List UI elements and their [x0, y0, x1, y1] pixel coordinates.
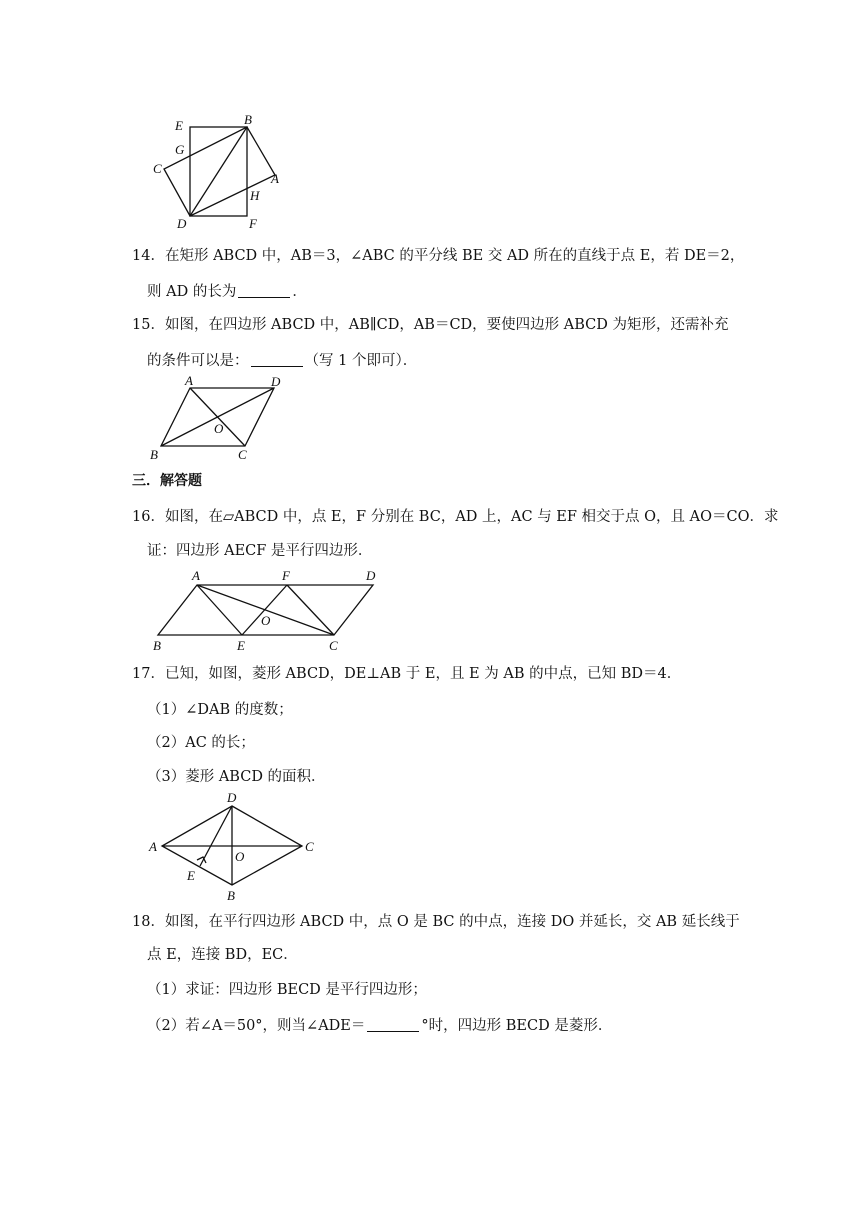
- label-a: A: [185, 373, 193, 388]
- q18-sub2: （2）若∠A＝50°，则当∠ADE＝ °时，四边形 BECD 是菱形．: [147, 1018, 613, 1034]
- label-b: B: [153, 638, 161, 653]
- figure-q16: [145, 565, 395, 660]
- label-b: B: [244, 112, 252, 127]
- label-a: A: [149, 839, 157, 854]
- label-c: C: [329, 638, 338, 653]
- answer-blank[interactable]: [238, 283, 290, 298]
- label-f: F: [282, 568, 290, 583]
- segment-ae: [197, 585, 242, 635]
- figure-q15: [140, 375, 300, 465]
- label-d: D: [227, 790, 237, 805]
- label-d: D: [366, 568, 376, 583]
- q16-line1: 16．如图，在▱ABCD 中，点 E，F 分别在 BC，AD 上，AC 与 EF 相交于点 O，且 AO＝CO．求: [132, 509, 779, 525]
- section-title: 三．解答题: [132, 473, 202, 489]
- label-c: C: [153, 161, 162, 176]
- answer-blank[interactable]: [367, 1017, 419, 1032]
- label-d: D: [271, 374, 281, 389]
- label-o: O: [261, 613, 271, 628]
- label-e: E: [175, 118, 183, 133]
- label-o: O: [235, 849, 245, 864]
- label-e: E: [237, 638, 245, 653]
- figure-q17: [145, 788, 325, 903]
- label-c: C: [238, 447, 247, 462]
- diagonal-bd: [161, 388, 274, 446]
- q15-line2: 的条件可以是： （写 1 个即可）．: [147, 353, 418, 369]
- label-f: F: [249, 216, 257, 231]
- label-h: H: [250, 188, 260, 203]
- q17-sub2: （2）AC 的长；: [147, 735, 255, 751]
- segment-fc: [287, 585, 334, 635]
- q15-line1: 15．如图，在四边形 ABCD 中，AB∥CD，AB＝CD，要使四边形 ABCD 为矩形，还需补充: [132, 317, 729, 333]
- answer-blank[interactable]: [251, 352, 303, 367]
- q17-line1: 17．已知，如图，菱形 ABCD，DE⊥AB 于 E，且 E 为 AB 的中点，已知 BD＝4．: [132, 666, 682, 682]
- q16-line2: 证：四边形 AECF 是平行四边形．: [147, 543, 373, 559]
- q18-line1: 18．如图，在平行四边形 ABCD 中，点 O 是 BC 的中点，连接 DO 并延长，交 AB 延长线于: [132, 914, 740, 930]
- figure-q13: [140, 108, 300, 238]
- label-g: G: [175, 142, 185, 157]
- q18-sub1: （1）求证：四边形 BECD 是平行四边形；: [147, 982, 427, 998]
- q17-sub1: （1）∠DAB 的度数；: [147, 702, 293, 718]
- label-e: E: [187, 868, 195, 883]
- label-a: A: [271, 171, 279, 186]
- q17-sub3: （3）菱形 ABCD 的面积．: [147, 769, 326, 785]
- label-o: O: [214, 421, 224, 436]
- label-c: C: [305, 839, 314, 854]
- label-b: B: [227, 888, 235, 903]
- label-a: A: [192, 568, 200, 583]
- label-d: D: [177, 216, 187, 231]
- q18-line2: 点 E，连接 BD，EC．: [147, 947, 298, 963]
- q14-line1: 14．在矩形 ABCD 中，AB＝3，∠ABC 的平分线 BE 交 AD 所在的直线于点 E，若 DE＝2，: [132, 248, 745, 264]
- q14-line2: 则 AD 的长为 ．: [147, 284, 307, 300]
- label-b: B: [150, 447, 158, 462]
